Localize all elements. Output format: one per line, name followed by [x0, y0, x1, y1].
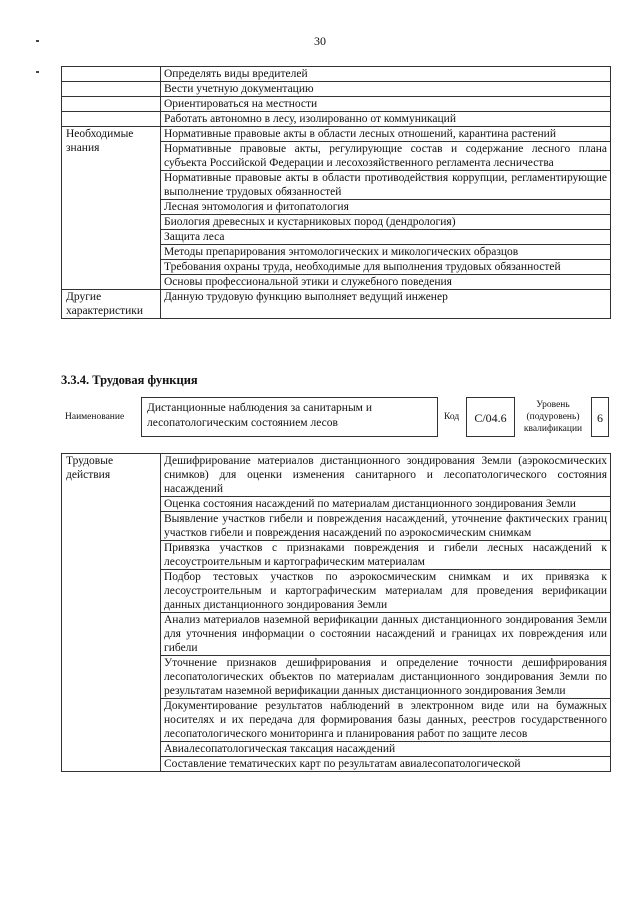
row-label — [62, 97, 161, 112]
row-label — [62, 112, 161, 127]
table-cell: Оценка состояния насаждений по материалам дистанционного зондирования Земли — [161, 497, 611, 512]
other-characteristics-label: Другие характеристики — [62, 290, 161, 319]
skills-knowledge-table — [61, 66, 611, 319]
table-row — [62, 127, 611, 142]
table-cell: Вести учетную документацию — [161, 82, 611, 97]
row-label — [62, 67, 161, 82]
table-cell: Составление тематических карт по результатам авиалесопатологической — [161, 757, 611, 772]
section-title: 3.3.4. Трудовая функция — [61, 373, 198, 387]
name-label: Наименование — [65, 412, 125, 422]
table-row — [62, 290, 611, 319]
table-cell: Биология древесных и кустарниковых пород (дендрология) — [161, 215, 611, 230]
margin-mark — [36, 40, 39, 42]
table-cell: Нормативные правовые акты в области лесных отношений, карантина растений — [161, 127, 611, 142]
table-cell: Данную трудовую функцию выполняет ведущий инженер — [161, 290, 611, 319]
margin-mark — [36, 71, 39, 73]
labor-actions-label: Трудовые действия — [62, 454, 161, 772]
table-cell: Документирование результатов наблюдений в электронном виде или на бумажных носителях и их передача для формирования базы данных, реестров государственного лесопатологического мониторинга и планирования работ по защите лесов — [161, 699, 611, 742]
table-cell: Определять виды вредителей — [161, 67, 611, 82]
table-row — [62, 454, 611, 497]
labor-actions-table — [61, 453, 611, 772]
table-cell: Уточнение признаков дешифрирования и определение точности дешифрирования лесопатологических объектов по материалам дистанционного зондирования Земли по результатам наземной верификации данных дистанционного зондирования Земли — [161, 656, 611, 699]
table-cell: Подбор тестовых участков по аэрокосмическим снимкам и их привязка к лесоустроительным и картографическим материалам для проведения верификации данных дистанционного зондирования Земли — [161, 570, 611, 613]
table-cell: Методы препарирования энтомологических и микологических образцов — [161, 245, 611, 260]
function-name: Дистанционные наблюдения за санитарным и лесопатологическим состоянием лесов — [141, 397, 438, 437]
table-cell: Дешифрирование материалов дистанционного зондирования Земли (аэрокосмических снимков) для оценки изменения санитарного и лесопатологического состояния насаждений — [161, 454, 611, 497]
table-cell: Требования охраны труда, необходимые для выполнения трудовых обязанностей — [161, 260, 611, 275]
table-cell: Привязка участков с признаками повреждения и гибели лесных насаждений к лесоустроительным и картографическим материалам — [161, 541, 611, 570]
code-label: Код — [444, 412, 460, 422]
table-cell: Выявление участков гибели и повреждения насаждений, уточнение фактических границ участков гибели и повреждения насаждений по аэрокосмическим снимкам — [161, 512, 611, 541]
function-code: С/04.6 — [466, 397, 515, 437]
table-cell: Нормативные правовые акты, регулирующие состав и содержание лесного плана субъекта Российской Федерации и лесохозяйственного регламента лесничества — [161, 142, 611, 171]
knowledge-label: Необходимые знания — [62, 127, 161, 290]
table-row — [62, 82, 611, 97]
table-cell: Нормативные правовые акты в области противодействия коррупции, регламентирующие выполнение трудовых обязанностей — [161, 171, 611, 200]
table-cell: Основы профессиональной этики и служебного поведения — [161, 275, 611, 290]
function-level: 6 — [591, 397, 609, 437]
table-cell: Лесная энтомология и фитопатология — [161, 200, 611, 215]
table-row — [62, 67, 611, 82]
table-cell: Работать автономно в лесу, изолированно от коммуникаций — [161, 112, 611, 127]
function-header — [61, 397, 617, 437]
table-cell: Защита леса — [161, 230, 611, 245]
level-label: Уровень (подуровень) квалификации — [523, 400, 583, 434]
page-number: 30 — [314, 34, 326, 48]
table-row — [62, 97, 611, 112]
table-cell: Ориентироваться на местности — [161, 97, 611, 112]
table-cell: Авиалесопатологическая таксация насаждений — [161, 742, 611, 757]
row-label — [62, 82, 161, 97]
table-row — [62, 112, 611, 127]
table-cell: Анализ материалов наземной верификации данных дистанционного зондирования Земли для уточнения информации о состоянии насаждений и границах их повреждения или гибели — [161, 613, 611, 656]
